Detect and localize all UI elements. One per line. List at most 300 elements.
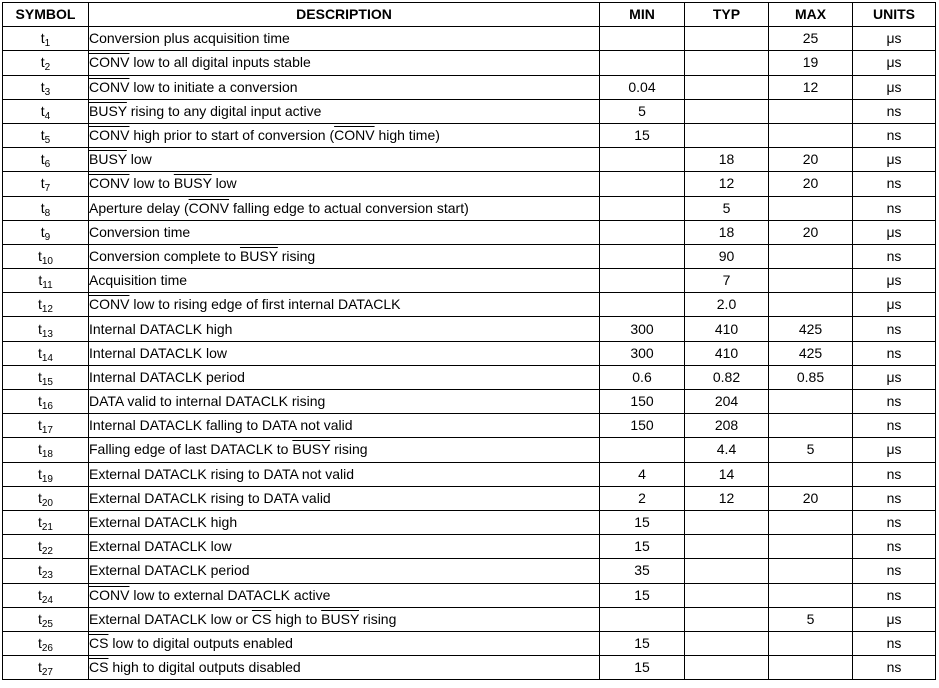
- symbol-subscript: 24: [41, 594, 53, 606]
- max-cell: 12: [769, 75, 853, 99]
- units-cell: μs: [853, 438, 936, 462]
- symbol-cell: [3, 510, 89, 534]
- active-low-signal: BUSY: [173, 175, 212, 192]
- max-cell: [769, 269, 853, 293]
- typ-cell: 12: [685, 172, 769, 196]
- table-row: [3, 414, 936, 438]
- units-cell: μs: [853, 75, 936, 99]
- description-cell: [89, 27, 600, 51]
- symbol-letter: t: [40, 54, 45, 71]
- symbol-letter: t: [37, 247, 42, 264]
- units-cell: ns: [853, 486, 936, 510]
- typ-cell: 14: [685, 462, 769, 486]
- typ-cell: 410: [685, 317, 769, 341]
- min-header: MIN: [600, 3, 685, 27]
- table-row: [3, 244, 936, 268]
- symbol-letter: t: [37, 586, 42, 603]
- description-text: low to: [129, 175, 174, 192]
- max-cell: [769, 99, 853, 123]
- symbol-letter: t: [40, 175, 45, 192]
- units-cell: ns: [853, 196, 936, 220]
- symbol-subscript: 11: [42, 280, 53, 292]
- typ-cell: [685, 51, 769, 75]
- active-low-signal: BUSY: [239, 247, 278, 264]
- symbol-cell: [3, 196, 89, 220]
- description-text: rising: [359, 610, 397, 627]
- description-text: rising to any digital input active: [126, 102, 322, 119]
- typ-header: TYP: [685, 3, 769, 27]
- symbol-letter: t: [37, 344, 42, 361]
- typ-cell: [685, 99, 769, 123]
- min-cell: 300: [600, 341, 685, 365]
- symbol-subscript: 7: [44, 183, 51, 195]
- table-row: [3, 293, 936, 317]
- symbol-cell: [3, 244, 89, 268]
- description-cell: [89, 365, 600, 389]
- min-cell: 4: [600, 462, 685, 486]
- description-cell: [89, 414, 600, 438]
- table-row: [3, 607, 936, 631]
- description-text: External DATACLK low or: [89, 610, 252, 627]
- max-cell: [769, 244, 853, 268]
- symbol-letter: t: [37, 296, 42, 313]
- symbol-letter: t: [37, 634, 42, 651]
- min-cell: 15: [600, 535, 685, 559]
- symbol-cell: [3, 172, 89, 196]
- description-header: DESCRIPTION: [89, 3, 600, 27]
- symbol-subscript: 20: [41, 497, 53, 509]
- units-cell: ns: [853, 244, 936, 268]
- symbol-cell: [3, 631, 89, 655]
- symbol-letter: t: [37, 489, 42, 506]
- description-text: Internal DATACLK falling to DATA not valid: [89, 417, 353, 434]
- max-cell: [769, 535, 853, 559]
- table-row: [3, 486, 936, 510]
- symbol-cell: [3, 414, 89, 438]
- typ-cell: 90: [685, 244, 769, 268]
- symbol-letter: t: [40, 127, 45, 144]
- min-cell: [600, 220, 685, 244]
- units-cell: ns: [853, 341, 936, 365]
- active-low-signal: $\overline{CS}$: [89, 659, 109, 676]
- symbol-cell: [3, 341, 89, 365]
- symbol-letter: t: [37, 441, 42, 458]
- min-cell: [600, 148, 685, 172]
- description-text: low to all digital inputs stable: [129, 54, 311, 71]
- description-text: DATA valid to internal DATACLK rising: [89, 393, 326, 410]
- typ-cell: [685, 535, 769, 559]
- description-text: Internal DATACLK period: [89, 368, 245, 385]
- active-low-signal: BUSY: [89, 151, 127, 168]
- table-row: [3, 27, 936, 51]
- typ-cell: 5: [685, 196, 769, 220]
- min-cell: [600, 172, 685, 196]
- units-cell: ns: [853, 462, 936, 486]
- active-low-signal: CONV: [89, 127, 130, 144]
- typ-cell: 18: [685, 220, 769, 244]
- max-cell: 25: [769, 27, 853, 51]
- symbol-cell: [3, 656, 89, 680]
- symbol-letter: t: [37, 538, 42, 555]
- symbol-subscript: 18: [41, 449, 53, 461]
- units-cell: μs: [853, 293, 936, 317]
- units-cell: μs: [853, 607, 936, 631]
- min-cell: 5: [600, 99, 685, 123]
- typ-cell: [685, 27, 769, 51]
- active-low-signal: $\overline{CS}$: [251, 610, 272, 627]
- description-text: Conversion complete to: [89, 247, 240, 264]
- typ-cell: [685, 607, 769, 631]
- symbol-letter: t: [40, 151, 45, 168]
- active-low-signal: $\overline{CS}$: [89, 634, 109, 651]
- units-cell: ns: [853, 123, 936, 147]
- description-cell: [89, 510, 600, 534]
- symbol-subscript: 5: [44, 135, 51, 147]
- symbol-cell: [3, 535, 89, 559]
- table-row: [3, 99, 936, 123]
- symbol-subscript: 10: [41, 255, 53, 267]
- symbol-letter: t: [40, 102, 45, 119]
- description-cell: [89, 486, 600, 510]
- active-low-signal: CONV: [89, 586, 130, 603]
- max-cell: [769, 123, 853, 147]
- description-cell: [89, 99, 600, 123]
- max-cell: 425: [769, 317, 853, 341]
- description-cell: [89, 220, 600, 244]
- max-header: MAX: [769, 3, 853, 27]
- units-cell: μs: [853, 148, 936, 172]
- typ-cell: 4.4: [685, 438, 769, 462]
- table-row: [3, 438, 936, 462]
- active-low-signal: BUSY: [292, 441, 331, 458]
- min-cell: [600, 293, 685, 317]
- symbol-subscript: 19: [41, 473, 53, 485]
- description-cell: [89, 196, 600, 220]
- typ-cell: [685, 583, 769, 607]
- active-low-signal: CONV: [89, 54, 130, 71]
- table-row: [3, 172, 936, 196]
- table-row: [3, 656, 936, 680]
- max-cell: [769, 559, 853, 583]
- symbol-letter: t: [40, 30, 45, 47]
- min-cell: 0.6: [600, 365, 685, 389]
- symbol-subscript: 21: [41, 522, 53, 534]
- symbol-cell: [3, 99, 89, 123]
- units-cell: μs: [853, 269, 936, 293]
- min-cell: [600, 244, 685, 268]
- table-row: [3, 341, 936, 365]
- symbol-subscript: 1: [44, 38, 51, 50]
- symbol-letter: t: [37, 610, 42, 627]
- symbol-cell: [3, 390, 89, 414]
- max-cell: [769, 414, 853, 438]
- symbol-cell: [3, 317, 89, 341]
- units-cell: ns: [853, 559, 936, 583]
- symbol-subscript: 12: [41, 304, 53, 316]
- units-cell: ns: [853, 172, 936, 196]
- symbol-subscript: 26: [41, 642, 53, 654]
- description-text: Internal DATACLK high: [89, 320, 233, 337]
- description-cell: [89, 269, 600, 293]
- symbol-letter: t: [40, 199, 45, 216]
- max-cell: 20: [769, 486, 853, 510]
- units-header: UNITS: [853, 3, 936, 27]
- symbol-letter: t: [37, 368, 42, 385]
- table-row: [3, 535, 936, 559]
- symbol-cell: [3, 607, 89, 631]
- units-cell: ns: [853, 390, 936, 414]
- typ-cell: 410: [685, 341, 769, 365]
- symbol-letter: t: [37, 659, 42, 676]
- symbol-subscript: 17: [41, 425, 53, 437]
- typ-cell: 12: [685, 486, 769, 510]
- table-row: [3, 220, 936, 244]
- max-cell: [769, 510, 853, 534]
- description-cell: [89, 559, 600, 583]
- typ-cell: [685, 75, 769, 99]
- symbol-cell: [3, 27, 89, 51]
- table-row: [3, 559, 936, 583]
- description-text: Falling edge of last DATACLK to: [89, 441, 293, 458]
- max-cell: 0.85: [769, 365, 853, 389]
- max-cell: [769, 390, 853, 414]
- symbol-subscript: 22: [41, 546, 53, 558]
- typ-cell: 204: [685, 390, 769, 414]
- description-cell: [89, 51, 600, 75]
- description-text: high time): [374, 127, 440, 144]
- units-cell: ns: [853, 656, 936, 680]
- typ-cell: 2.0: [685, 293, 769, 317]
- units-cell: μs: [853, 365, 936, 389]
- description-cell: [89, 390, 600, 414]
- description-text: high prior to start of conversion (: [129, 127, 335, 144]
- symbol-cell: [3, 148, 89, 172]
- description-cell: [89, 462, 600, 486]
- max-cell: 5: [769, 607, 853, 631]
- description-cell: [89, 583, 600, 607]
- table-row: [3, 462, 936, 486]
- max-cell: 20: [769, 148, 853, 172]
- min-cell: 15: [600, 583, 685, 607]
- units-cell: ns: [853, 583, 936, 607]
- symbol-letter: t: [37, 514, 42, 531]
- description-text: Acquisition time: [89, 272, 188, 289]
- description-text: high to digital outputs disabled: [108, 659, 301, 676]
- max-cell: [769, 656, 853, 680]
- min-cell: [600, 51, 685, 75]
- description-text: low to rising edge of first internal DATACLK: [129, 296, 401, 313]
- active-low-signal: BUSY: [321, 610, 360, 627]
- description-text: Conversion time: [89, 223, 191, 240]
- symbol-cell: [3, 438, 89, 462]
- description-cell: [89, 123, 600, 147]
- table-row: [3, 196, 936, 220]
- symbol-subscript: 3: [44, 86, 51, 98]
- units-cell: ns: [853, 414, 936, 438]
- table-row: [3, 269, 936, 293]
- symbol-letter: t: [40, 78, 45, 95]
- max-cell: 19: [769, 51, 853, 75]
- max-cell: 20: [769, 172, 853, 196]
- symbol-cell: [3, 293, 89, 317]
- table-row: [3, 51, 936, 75]
- symbol-letter: t: [37, 465, 42, 482]
- min-cell: 15: [600, 631, 685, 655]
- description-text: rising: [330, 441, 368, 458]
- symbol-letter: t: [37, 393, 42, 410]
- min-cell: [600, 196, 685, 220]
- header-row: [3, 3, 936, 27]
- description-cell: [89, 148, 600, 172]
- units-cell: μs: [853, 27, 936, 51]
- symbol-subscript: 8: [44, 207, 51, 219]
- min-cell: 35: [600, 559, 685, 583]
- description-cell: [89, 438, 600, 462]
- description-text: Internal DATACLK low: [89, 344, 227, 361]
- description-text: low: [126, 151, 152, 168]
- table-row: [3, 510, 936, 534]
- min-cell: 150: [600, 390, 685, 414]
- typ-cell: [685, 123, 769, 147]
- symbol-cell: [3, 583, 89, 607]
- symbol-subscript: 16: [41, 401, 53, 413]
- active-low-signal: CONV: [334, 127, 375, 144]
- active-low-signal: CONV: [89, 175, 130, 192]
- table-row: [3, 123, 936, 147]
- description-text: low: [211, 175, 237, 192]
- description-cell: [89, 75, 600, 99]
- min-cell: 300: [600, 317, 685, 341]
- min-cell: 0.04: [600, 75, 685, 99]
- symbol-subscript: 14: [41, 352, 53, 364]
- typ-cell: 7: [685, 269, 769, 293]
- symbol-cell: [3, 123, 89, 147]
- description-text: Conversion plus acquisition time: [89, 30, 290, 47]
- table-row: [3, 631, 936, 655]
- active-low-signal: CONV: [89, 78, 130, 95]
- typ-cell: [685, 656, 769, 680]
- symbol-subscript: 4: [44, 110, 51, 122]
- min-cell: 15: [600, 656, 685, 680]
- description-text: low to initiate a conversion: [129, 78, 298, 95]
- description-text: rising: [277, 247, 316, 264]
- symbol-letter: t: [37, 562, 42, 579]
- symbol-subscript: 15: [41, 376, 53, 388]
- description-cell: [89, 293, 600, 317]
- max-cell: 5: [769, 438, 853, 462]
- symbol-cell: [3, 51, 89, 75]
- symbol-subscript: 23: [41, 570, 53, 582]
- description-cell: [89, 535, 600, 559]
- description-cell: [89, 172, 600, 196]
- description-text: External DATACLK period: [89, 562, 250, 579]
- symbol-subscript: 25: [41, 618, 53, 630]
- table-row: [3, 148, 936, 172]
- min-cell: 15: [600, 510, 685, 534]
- min-cell: [600, 27, 685, 51]
- table-row: [3, 390, 936, 414]
- symbol-cell: [3, 220, 89, 244]
- min-cell: [600, 438, 685, 462]
- description-cell: [89, 607, 600, 631]
- max-cell: [769, 583, 853, 607]
- description-text: External DATACLK rising to DATA valid: [89, 489, 331, 506]
- description-text: high to: [271, 610, 322, 627]
- units-cell: ns: [853, 317, 936, 341]
- max-cell: [769, 462, 853, 486]
- typ-cell: 208: [685, 414, 769, 438]
- max-cell: 425: [769, 341, 853, 365]
- symbol-subscript: 6: [44, 159, 51, 171]
- description-cell: [89, 317, 600, 341]
- symbol-letter: t: [38, 272, 43, 289]
- active-low-signal: CONV: [89, 296, 130, 313]
- units-cell: ns: [853, 631, 936, 655]
- symbol-cell: [3, 559, 89, 583]
- min-cell: 2: [600, 486, 685, 510]
- timing-characteristics-table: [2, 2, 936, 680]
- max-cell: [769, 196, 853, 220]
- description-text: falling edge to actual conversion start): [229, 199, 469, 216]
- min-cell: [600, 269, 685, 293]
- symbol-cell: [3, 486, 89, 510]
- table-row: [3, 317, 936, 341]
- table-row: [3, 583, 936, 607]
- symbol-subscript: 27: [41, 667, 53, 679]
- description-text: External DATACLK low: [89, 538, 232, 555]
- typ-cell: [685, 559, 769, 583]
- units-cell: ns: [853, 510, 936, 534]
- symbol-letter: t: [37, 417, 42, 434]
- symbol-subscript: 9: [44, 231, 51, 243]
- description-cell: [89, 341, 600, 365]
- table-body: [3, 27, 936, 680]
- description-cell: [89, 631, 600, 655]
- typ-cell: [685, 510, 769, 534]
- max-cell: 20: [769, 220, 853, 244]
- min-cell: [600, 607, 685, 631]
- min-cell: 15: [600, 123, 685, 147]
- table-row: [3, 365, 936, 389]
- symbol-cell: [3, 365, 89, 389]
- units-cell: μs: [853, 220, 936, 244]
- min-cell: 150: [600, 414, 685, 438]
- units-cell: μs: [853, 51, 936, 75]
- description-text: External DATACLK rising to DATA not valid: [89, 465, 355, 482]
- description-text: Aperture delay (: [89, 199, 189, 216]
- max-cell: [769, 631, 853, 655]
- units-cell: ns: [853, 535, 936, 559]
- symbol-cell: [3, 75, 89, 99]
- description-cell: [89, 656, 600, 680]
- description-text: low to digital outputs enabled: [108, 634, 293, 651]
- table-row: [3, 75, 936, 99]
- active-low-signal: CONV: [188, 199, 230, 216]
- symbol-letter: t: [40, 223, 45, 240]
- symbol-cell: [3, 269, 89, 293]
- symbol-letter: t: [37, 320, 42, 337]
- max-cell: [769, 293, 853, 317]
- description-text: External DATACLK high: [89, 514, 238, 531]
- symbol-subscript: 2: [44, 62, 51, 74]
- symbol-subscript: 13: [41, 328, 53, 340]
- symbol-header: SYMBOL: [3, 3, 89, 27]
- typ-cell: [685, 631, 769, 655]
- units-cell: ns: [853, 99, 936, 123]
- typ-cell: 18: [685, 148, 769, 172]
- description-cell: [89, 244, 600, 268]
- active-low-signal: BUSY: [89, 102, 127, 119]
